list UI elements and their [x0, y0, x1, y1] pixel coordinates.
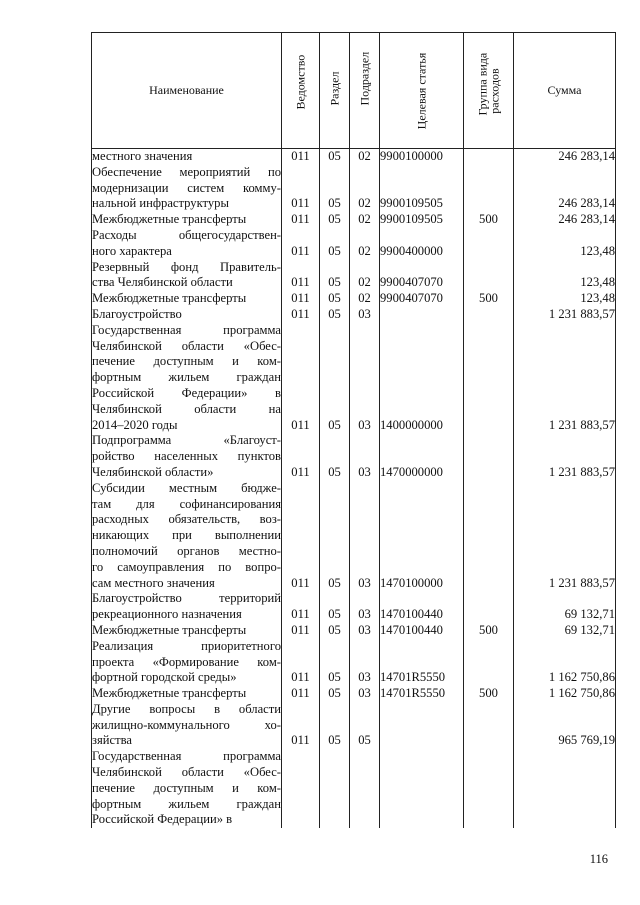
row-subsection — [350, 749, 380, 828]
row-section: 05 — [320, 433, 350, 480]
page-number: 116 — [589, 852, 608, 866]
row-name-line: нальной инфраструктуры — [92, 196, 229, 211]
row-dept: 011 — [282, 149, 320, 165]
row-sum: 69 132,71 — [514, 623, 616, 639]
row-group: 500 — [464, 686, 514, 702]
row-article: 9900100000 — [380, 149, 464, 165]
row-dept: 011 — [282, 228, 320, 260]
row-section: 05 — [320, 323, 350, 434]
table-header — [92, 33, 616, 149]
row-dept: 011 — [282, 481, 320, 592]
row-section: 05 — [320, 165, 350, 212]
row-dept: 011 — [282, 591, 320, 623]
row-section: 05 — [320, 149, 350, 165]
row-subsection: 03 — [350, 433, 380, 480]
row-sum: 123,48 — [514, 228, 616, 260]
row-name — [92, 702, 282, 749]
row-article: 1470000000 — [380, 433, 464, 480]
budget-table — [91, 32, 616, 828]
row-name-line: жилищно-коммунального хо- — [92, 717, 281, 732]
header-name: Наименование — [92, 33, 282, 149]
row-name-line: Резервный фонд Правитель- — [92, 259, 281, 274]
table-row — [92, 228, 616, 260]
row-subsection: 02 — [350, 212, 380, 228]
row-group: 500 — [464, 623, 514, 639]
table-row — [92, 260, 616, 292]
row-name — [92, 639, 282, 686]
row-group — [464, 433, 514, 480]
row-name-line: Субсидии местным бюдже- — [92, 480, 281, 495]
row-name-line: Межбюджетные трансферты — [92, 686, 247, 701]
row-name-line: Челябинской области» — [92, 464, 214, 479]
table-row — [92, 591, 616, 623]
row-name-line: Межбюджетные трансферты — [92, 622, 247, 637]
row-dept: 011 — [282, 623, 320, 639]
row-group — [464, 702, 514, 749]
row-section: 05 — [320, 686, 350, 702]
row-section: 05 — [320, 260, 350, 292]
row-name-line: полномочий органов местно- — [92, 543, 281, 558]
row-article: 9900407070 — [380, 291, 464, 307]
row-dept: 011 — [282, 702, 320, 749]
row-name-line: проекта «Формирование ком- — [92, 654, 281, 669]
row-name — [92, 212, 282, 228]
row-group — [464, 149, 514, 165]
header-group: Группа вида расходов — [464, 33, 514, 149]
table-row — [92, 481, 616, 592]
row-article: 1470100440 — [380, 623, 464, 639]
row-name — [92, 623, 282, 639]
header-article: Целевая статья — [380, 33, 464, 149]
table-row — [92, 639, 616, 686]
row-sum: 1 162 750,86 — [514, 686, 616, 702]
row-name-line: Реализация приоритетного — [92, 638, 281, 653]
row-article: 1400000000 — [380, 323, 464, 434]
table-row — [92, 165, 616, 212]
row-name-line: Межбюджетные трансферты — [92, 291, 247, 306]
row-name-line: Челябинской области «Обес- — [92, 765, 281, 780]
row-subsection: 02 — [350, 165, 380, 212]
row-name-line: сам местного значения — [92, 575, 215, 590]
row-name-line: фортным жильем граждан — [92, 370, 281, 385]
table-row — [92, 749, 616, 828]
row-sum: 1 231 883,57 — [514, 323, 616, 434]
row-name-line: модернизации систем комму- — [92, 180, 281, 195]
row-article: 9900407070 — [380, 260, 464, 292]
row-article: 9900400000 — [380, 228, 464, 260]
header-subsection: Подраздел — [350, 33, 380, 149]
row-sum: 246 283,14 — [514, 165, 616, 212]
row-article: 1470100000 — [380, 481, 464, 592]
row-name-line: расходных обязательств, воз- — [92, 512, 281, 527]
table-row — [92, 291, 616, 307]
row-section: 05 — [320, 291, 350, 307]
row-subsection: 02 — [350, 149, 380, 165]
row-name — [92, 591, 282, 623]
row-subsection: 03 — [350, 623, 380, 639]
row-name — [92, 481, 282, 592]
row-sum — [514, 749, 616, 828]
row-section: 05 — [320, 591, 350, 623]
row-group: 500 — [464, 212, 514, 228]
row-section: 05 — [320, 228, 350, 260]
row-name-line: Государственная программа — [92, 749, 281, 764]
row-group — [464, 165, 514, 212]
row-dept: 011 — [282, 260, 320, 292]
table-row — [92, 149, 616, 165]
row-subsection: 03 — [350, 639, 380, 686]
row-name-line: Подпрограмма «Благоуст- — [92, 433, 281, 448]
row-name-line: ства Челябинской области — [92, 275, 233, 290]
row-dept: 011 — [282, 165, 320, 212]
table-row — [92, 433, 616, 480]
row-group: 500 — [464, 291, 514, 307]
row-group — [464, 228, 514, 260]
row-name-line: Межбюджетные трансферты — [92, 212, 247, 227]
row-name-line: ного характера — [92, 243, 172, 258]
row-dept: 011 — [282, 433, 320, 480]
row-section: 05 — [320, 623, 350, 639]
row-article — [380, 307, 464, 323]
row-name-line: Обеспечение мероприятий по — [92, 164, 281, 179]
row-section: 05 — [320, 639, 350, 686]
row-name-line: Благоустройство территорий — [92, 591, 281, 606]
row-sum: 123,48 — [514, 260, 616, 292]
row-group — [464, 749, 514, 828]
row-sum: 1 231 883,57 — [514, 481, 616, 592]
row-name-line: Челябинской области на — [92, 401, 281, 416]
row-name — [92, 165, 282, 212]
row-article: 9900109505 — [380, 165, 464, 212]
table-row — [92, 702, 616, 749]
row-name-line: Другие вопросы в области — [92, 701, 281, 716]
row-name-line: печение доступным и ком- — [92, 354, 281, 369]
row-section: 05 — [320, 702, 350, 749]
table-body — [92, 149, 616, 829]
header-sum: Сумма — [514, 33, 616, 149]
row-name — [92, 307, 282, 323]
row-name-line: рекреационного назначения — [92, 607, 242, 622]
row-name-line: фортным жильем граждан — [92, 796, 281, 811]
row-dept: 011 — [282, 686, 320, 702]
row-name-line: фортной городской среды» — [92, 670, 237, 685]
table-row — [92, 323, 616, 434]
row-name-line: Челябинской области «Обес- — [92, 338, 281, 353]
row-group — [464, 481, 514, 592]
row-dept — [282, 749, 320, 828]
row-name — [92, 749, 282, 828]
row-name — [92, 149, 282, 165]
row-subsection: 03 — [350, 307, 380, 323]
row-name-line: 2014–2020 годы — [92, 417, 178, 432]
row-name-line: Расходы общегосударствен- — [92, 227, 281, 242]
row-name-line: местного значения — [92, 149, 193, 163]
row-subsection: 05 — [350, 702, 380, 749]
row-name-line: Благоустройство — [92, 306, 182, 321]
row-article: 1470100440 — [380, 591, 464, 623]
row-section: 05 — [320, 307, 350, 323]
row-subsection: 03 — [350, 686, 380, 702]
row-sum: 965 769,19 — [514, 702, 616, 749]
table-row — [92, 307, 616, 323]
row-name-line: там для софинансирования — [92, 496, 281, 511]
row-sum: 246 283,14 — [514, 149, 616, 165]
row-dept: 011 — [282, 307, 320, 323]
row-name-line: Государственная программа — [92, 322, 281, 337]
row-subsection: 03 — [350, 481, 380, 592]
row-group — [464, 639, 514, 686]
row-article — [380, 749, 464, 828]
table-row — [92, 623, 616, 639]
row-name-line: го самоуправления по вопро- — [92, 559, 281, 574]
table-row — [92, 212, 616, 228]
row-sum: 69 132,71 — [514, 591, 616, 623]
row-name-line: Российской Федерации» в — [92, 812, 233, 827]
row-name-line: ройство населенных пунктов — [92, 449, 281, 464]
row-subsection: 03 — [350, 323, 380, 434]
row-subsection: 02 — [350, 260, 380, 292]
row-article — [380, 702, 464, 749]
header-section: Раздел — [320, 33, 350, 149]
row-name-line: Российской Федерации» в — [92, 385, 281, 400]
row-name — [92, 260, 282, 292]
row-sum: 1 162 750,86 — [514, 639, 616, 686]
row-article: 14701R5550 — [380, 639, 464, 686]
header-dept: Ведомство — [282, 33, 320, 149]
row-dept: 011 — [282, 212, 320, 228]
row-article: 14701R5550 — [380, 686, 464, 702]
table-row — [92, 686, 616, 702]
row-name — [92, 228, 282, 260]
row-article: 9900109505 — [380, 212, 464, 228]
row-sum: 1 231 883,57 — [514, 433, 616, 480]
row-subsection: 03 — [350, 591, 380, 623]
row-section — [320, 749, 350, 828]
row-subsection: 02 — [350, 291, 380, 307]
row-name — [92, 291, 282, 307]
row-sum: 1 231 883,57 — [514, 307, 616, 323]
row-section: 05 — [320, 481, 350, 592]
row-name — [92, 323, 282, 434]
row-dept: 011 — [282, 291, 320, 307]
row-subsection: 02 — [350, 228, 380, 260]
row-dept: 011 — [282, 639, 320, 686]
row-sum: 246 283,14 — [514, 212, 616, 228]
row-dept: 011 — [282, 323, 320, 434]
row-group — [464, 323, 514, 434]
row-name — [92, 433, 282, 480]
row-group — [464, 260, 514, 292]
row-name-line: печение доступным и ком- — [92, 780, 281, 795]
row-name — [92, 686, 282, 702]
row-name-line: зяйства — [92, 733, 132, 748]
row-sum: 123,48 — [514, 291, 616, 307]
row-group — [464, 591, 514, 623]
row-name-line: никающих при выполнении — [92, 528, 281, 543]
row-group — [464, 307, 514, 323]
row-section: 05 — [320, 212, 350, 228]
